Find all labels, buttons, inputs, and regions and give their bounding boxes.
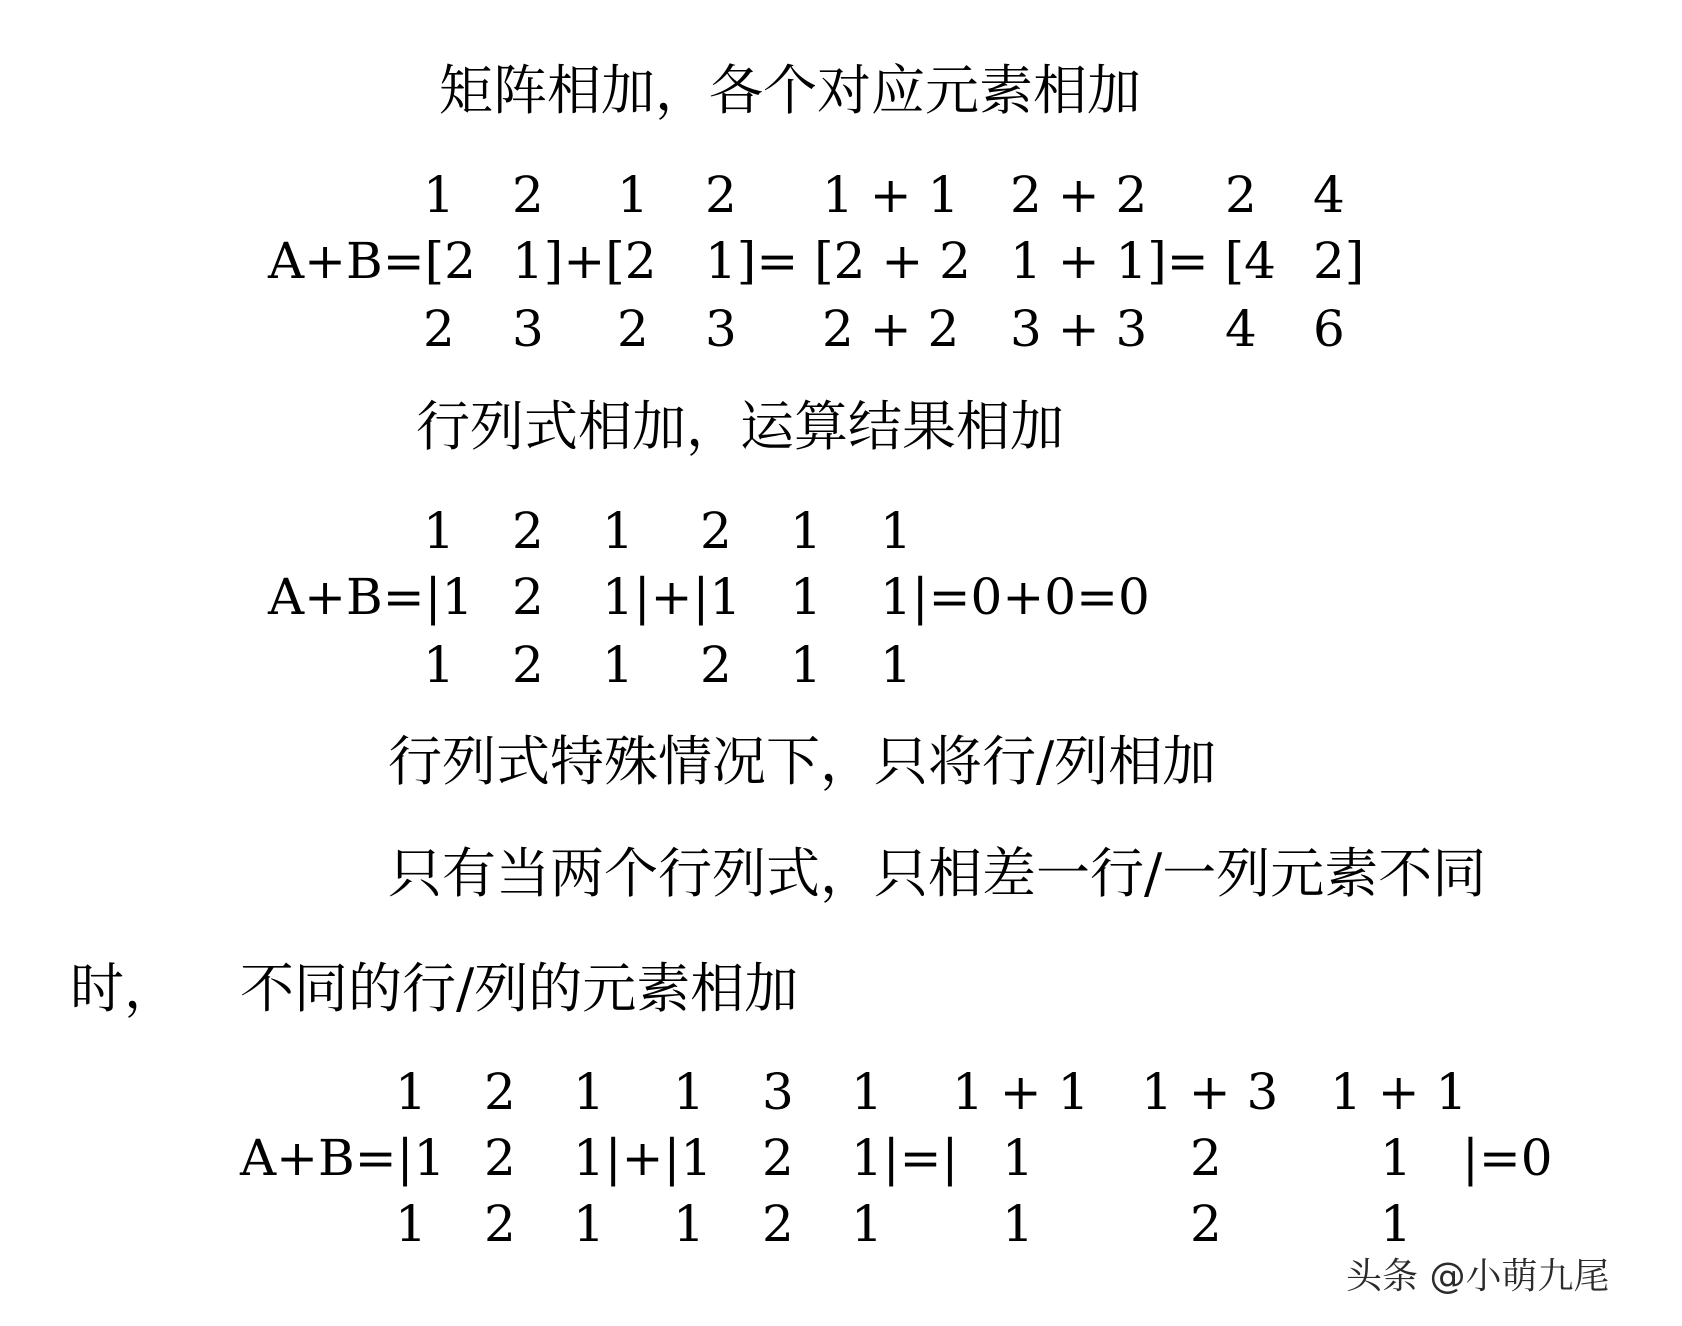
eq2-bot-1: 1	[423, 636, 455, 694]
eq1-bot-6: 3 + 3	[1010, 300, 1148, 358]
eq2-bot-3: 1	[602, 636, 634, 694]
eq3-bot-1: 1	[395, 1195, 427, 1253]
eq3-top-2: 2	[484, 1063, 516, 1121]
heading-det-condition-cont: 不同的行/列的元素相加	[240, 957, 799, 1020]
eq3-top-1: 1	[395, 1063, 427, 1121]
eq1-top-3: 1	[617, 166, 649, 224]
eq1-mid-5: 2]	[1313, 232, 1365, 290]
eq3-bot-8: 2	[1190, 1195, 1222, 1253]
eq1-bot-7: 4	[1225, 300, 1257, 358]
eq3-bot-3: 1	[573, 1195, 605, 1253]
eq3-top-9: 1 + 1	[1330, 1063, 1468, 1121]
eq1-top-5: 1 + 1	[822, 166, 960, 224]
eq3-mid-2: 2	[484, 1129, 516, 1187]
heading-det-special: 行列式特殊情况下，只将行/列相加	[388, 730, 1217, 793]
eq2-mid-5: 1|=0+0=0	[880, 568, 1150, 626]
eq2-mid-3: 1|+|1	[602, 568, 742, 626]
eq3-mid-6: 1	[1002, 1129, 1034, 1187]
eq1-top-6: 2 + 2	[1010, 166, 1148, 224]
eq2-bot-4: 2	[700, 636, 732, 694]
eq1-bot-2: 3	[512, 300, 544, 358]
eq1-bot-4: 3	[705, 300, 737, 358]
eq2-top-3: 1	[602, 502, 634, 560]
eq1-mid-4: 1 + 1]= [4	[1010, 232, 1276, 290]
eq3-bot-4: 1	[673, 1195, 705, 1253]
eq3-bot-6: 1	[851, 1195, 883, 1253]
eq2-top-4: 2	[700, 502, 732, 560]
eq2-mid-1: A+B=|1	[268, 568, 474, 626]
eq3-mid-7: 2	[1190, 1129, 1222, 1187]
eq3-top-5: 3	[762, 1063, 794, 1121]
eq2-top-2: 2	[512, 502, 544, 560]
heading-det-add: 行列式相加，运算结果相加	[416, 395, 1064, 458]
eq2-mid-4: 1	[790, 568, 822, 626]
eq1-mid-1: A+B=[2	[268, 232, 476, 290]
eq3-top-3: 1	[573, 1063, 605, 1121]
eq3-bot-2: 2	[484, 1195, 516, 1253]
eq2-top-5: 1	[790, 502, 822, 560]
heading-det-condition: 只有当两个行列式，只相差一行/一列元素不同	[388, 842, 1487, 905]
eq1-bot-3: 2	[617, 300, 649, 358]
eq2-bot-2: 2	[512, 636, 544, 694]
eq1-top-4: 2	[705, 166, 737, 224]
eq1-top-2: 2	[512, 166, 544, 224]
heading-matrix-add: 矩阵相加，各个对应元素相加	[439, 59, 1141, 122]
eq2-bot-5: 1	[790, 636, 822, 694]
eq3-mid-1: A+B=|1	[240, 1129, 446, 1187]
eq3-top-6: 1	[851, 1063, 883, 1121]
eq3-bot-5: 2	[762, 1195, 794, 1253]
eq3-mid-4: 2	[762, 1129, 794, 1187]
eq3-mid-3: 1|+|1	[573, 1129, 713, 1187]
eq1-top-7: 2	[1225, 166, 1257, 224]
eq1-bot-1: 2	[423, 300, 455, 358]
eq3-top-4: 1	[673, 1063, 705, 1121]
eq3-mid-9: |=0	[1462, 1129, 1553, 1187]
eq3-top-8: 1 + 3	[1141, 1063, 1279, 1121]
eq3-top-7: 1 + 1	[952, 1063, 1090, 1121]
watermark: 头条 @小萌九尾	[1346, 1256, 1610, 1297]
eq2-mid-2: 2	[512, 568, 544, 626]
eq2-top-6: 1	[880, 502, 912, 560]
eq3-mid-5: 1|=|	[851, 1129, 959, 1187]
eq1-mid-3: 1]= [2 + 2	[705, 232, 971, 290]
heading-det-condition-prefix: 时，	[70, 957, 178, 1020]
eq1-top-8: 4	[1313, 166, 1345, 224]
eq2-top-1: 1	[423, 502, 455, 560]
eq2-bot-6: 1	[880, 636, 912, 694]
eq1-bot-5: 2 + 2	[822, 300, 960, 358]
eq1-top-1: 1	[423, 166, 455, 224]
eq1-bot-8: 6	[1313, 300, 1345, 358]
eq3-bot-9: 1	[1380, 1195, 1412, 1253]
eq3-mid-8: 1	[1380, 1129, 1412, 1187]
eq3-bot-7: 1	[1002, 1195, 1034, 1253]
eq1-mid-2: 1]+[2	[512, 232, 657, 290]
